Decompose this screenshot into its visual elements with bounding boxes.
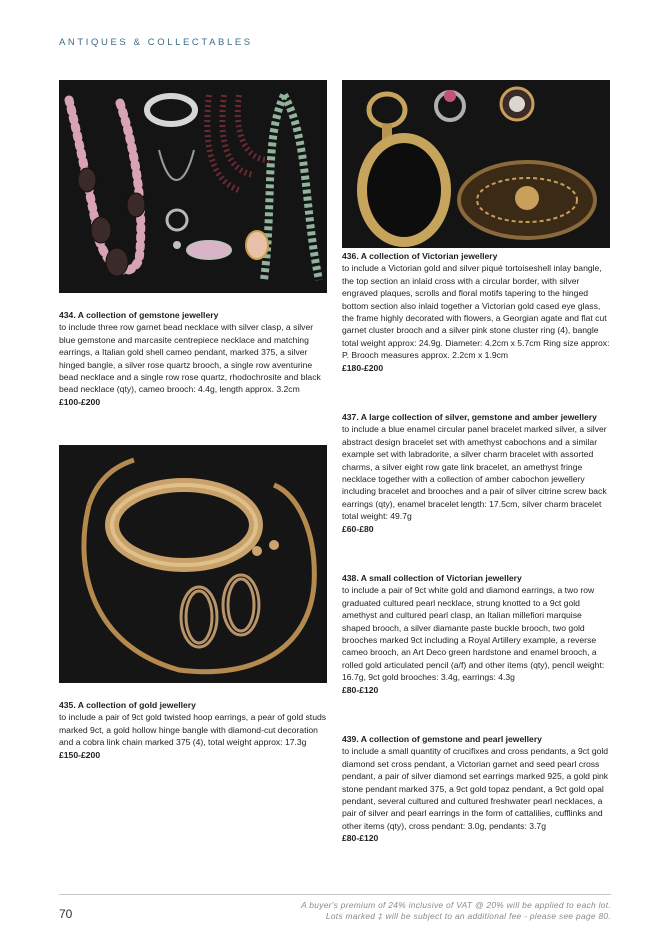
buyers-premium-notice xyxy=(301,900,611,922)
lot-estimate: £80-£120 xyxy=(342,684,379,695)
lot-title: 435. A collection of gold jewellery xyxy=(59,700,196,710)
lot-436 xyxy=(342,250,612,374)
lot-description: to include a pair of 9ct gold twisted hoop earrings, a pear of gold studs marked 9ct, a gold hollow hinge bangle with diamond-cut decoration and a cobra link chain marked 375 (4), total weight approx: 17.3g xyxy=(59,712,327,748)
lot-estimate: £80-£120 xyxy=(342,833,379,844)
lot-description: to include a pair of 9ct white gold and diamond earrings, a two row graduated cultured pearl necklace, strung knotted to a 9ct gold amethyst and cultured pearl clasp, an Italian millefiori marquise shaped brooch, a silver diamante paste buckle brooch, two gold brooches marked 9ct including a Royal Artillery example, a reverse cameo brooch, an Art Deco green hardstone and enamel brooch, a rolled gold articulated pencil (a/f) and other items (qty), pencil weight: 16.7g, 9ct gold brooches: 3.4g, earrings: 4.3g xyxy=(342,585,605,683)
lot-434-photo xyxy=(59,80,327,293)
page-number: 70 xyxy=(59,907,73,921)
lot-436-photo xyxy=(342,80,610,248)
lot-estimate: £60-£80 xyxy=(342,523,374,534)
lot-description: to include a blue enamel circular panel bracelet marked silver, a silver abstract design bracelet set with amethyst cabochons and a similar example set with labradorite, a silver charm bracelet with assorted charms, a silver eight row gate link bracelet, an amethyst fringe necklace together with a collection of amber cabochon jewellery including bracelet and brooches and a pair of silver citrine screw back earrings (qty), enamel bracelet length: 17.5cm, silver charm bracelet total weight: 49.7g xyxy=(342,424,607,522)
lot-estimate: £100-£200 xyxy=(59,396,101,407)
disclaimer-line-1: A buyer's premium of 24% inclusive of VAT @ 20% will be applied to each lot. xyxy=(301,900,611,910)
lot-title: 434. A collection of gemstone jewellery xyxy=(59,310,219,320)
footer-divider xyxy=(59,894,611,895)
lot-437 xyxy=(342,411,612,535)
lot-estimate: £180-£200 xyxy=(342,362,384,373)
section-title: ANTIQUES & COLLECTABLES xyxy=(59,37,253,48)
lot-435-photo xyxy=(59,445,327,683)
lot-title: 439. A collection of gemstone and pearl jewellery xyxy=(342,734,542,744)
lot-435 xyxy=(59,699,331,761)
lot-title: 437. A large collection of silver, gemstone and amber jewellery xyxy=(342,412,597,422)
lot-description: to include three row garnet bead necklace with silver clasp, a silver blue gemstone and marcasite centrepiece necklace and matching earrings, a Italian gold shell cameo pendant, marked 375, a silver hinged bangle, a silver rose quartz brooch, a single row aventurine bead necklace and a single row rose quartz, rhodochrosite and black bead necklace (qty), cameo brooch: 4.4g, length approx. 3.2cm xyxy=(59,322,321,395)
lot-434 xyxy=(59,309,329,408)
lot-title: 438. A small collection of Victorian jewellery xyxy=(342,573,522,583)
lot-title: 436. A collection of Victorian jewellery xyxy=(342,251,498,261)
lot-438 xyxy=(342,572,612,696)
lot-439 xyxy=(342,733,612,845)
lot-description: to include a Victorian gold and silver piqué tortoiseshell inlay bangle, the top section an inlaid cross with a circular border, with silver engraved plaques, scrolls and floral motifs tapering to the hinged bottom section also inlaid together a Victorian gold cased eye glass, the frame highly decorated with flowers, a Georgian agate and flat cut garnet cluster brooch and a silver pink stone cluster ring (4), bangle total weight approx: 24.9g. Diameter: 4.2cm x 5.7cm Ring size approx: P. Brooch measures approx. 2.2cm x 1.9cm xyxy=(342,263,610,361)
lot-description: to include a small quantity of crucifixes and cross pendants, a 9ct gold diamond set cross pendant, a Victorian garnet and seed pearl cross pendant, a pair of silver diamond set earrings marked 925, a gold pink stone pendant marked 375, a 9ct gold topaz pendant, a 9ct gold opal pendant, several cultured and cultured freshwater pearl necklaces, a pair of silver and pearl earrings in the form of cattalilies, cufflinks and other items (qty), cross pendant: 3.0g, pendants: 3.7g xyxy=(342,746,609,831)
disclaimer-line-2: Lots marked ‡ will be subject to an additional fee - please see page 80. xyxy=(325,911,611,921)
lot-estimate: £150-£200 xyxy=(59,749,101,760)
